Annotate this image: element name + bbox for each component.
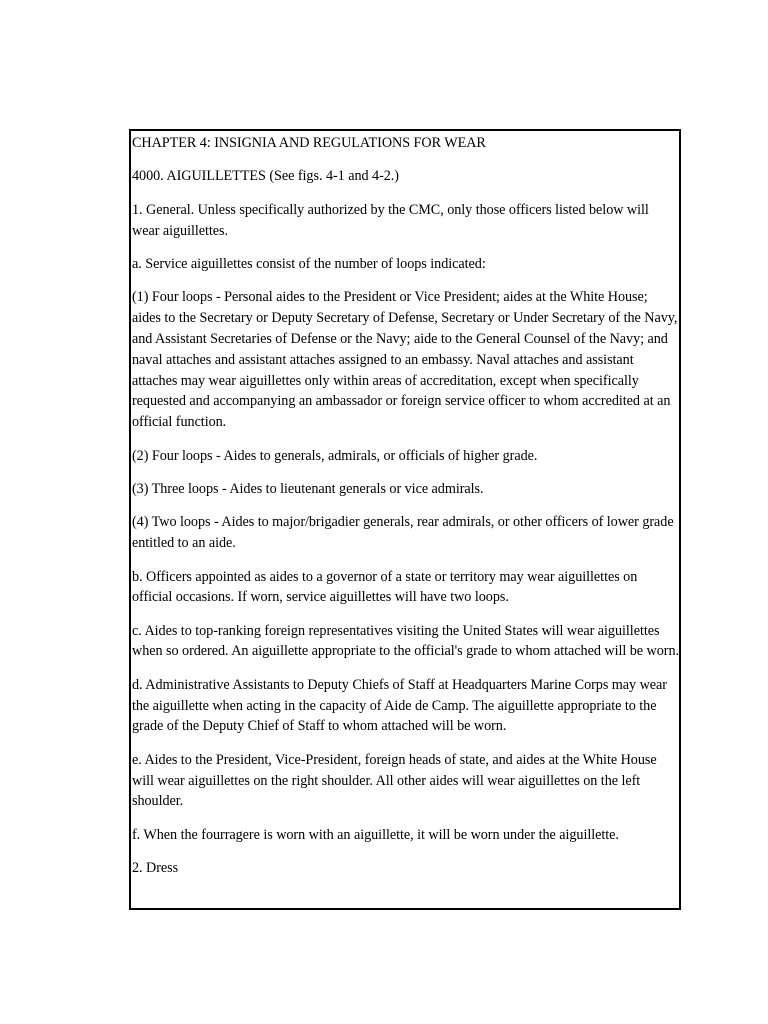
document-body: [131, 131, 679, 879]
paragraph-a-loops: a. Service aiguillettes consist of the number of loops indicated:: [132, 255, 486, 272]
document-page-frame: [129, 129, 681, 910]
paragraph-a2-four-loops: (2) Four loops - Aides to generals, admirals, or officials of higher grade.: [132, 447, 538, 464]
paragraph-d-administrative-assistants: d. Administrative Assistants to Deputy Chiefs of Staff at Headquarters Marine Corps may wear the aiguillette when acting in the capacity of Aide de Camp. The aiguillette appropriate to the grade of the Deputy Chief of Staff to whom attached will be worn.: [132, 676, 667, 735]
paragraph-a3-three-loops: (3) Three loops - Aides to lieutenant generals or vice admirals.: [132, 480, 484, 497]
paragraph-e-shoulder-placement: e. Aides to the President, Vice-President, foreign heads of state, and aides at the White House will wear aiguillettes on the right shoulder. All other aides will wear aiguillettes on the left shoulder.: [132, 751, 657, 810]
paragraph-a1-four-loops-personal: (1) Four loops - Personal aides to the President or Vice President; aides at the White House; aides to the Secretary or Deputy Secretary of Defense, Secretary or Under Secretary of the Navy, and Assistant Secretaries of Defense or the Navy; aide to the General Counsel of the Navy; and naval attaches and assistant attaches assigned to an embassy. Naval attaches and assistant attaches may wear aiguillettes only within areas of accreditation, except when specifically requested and accompanying an ambassador or foreign service officer to whom accredited at an official function.: [132, 289, 678, 431]
section-heading: 4000. AIGUILLETTES (See figs. 4-1 and 4-2.): [132, 168, 399, 185]
paragraph-c-foreign-representatives: c. Aides to top-ranking foreign representatives visiting the United States will wear aiguillettes when so ordered. An aiguillette appropriate to the official's grade to whom attached will be worn.: [132, 622, 679, 660]
paragraph-a4-two-loops: (4) Two loops - Aides to major/brigadier generals, rear admirals, or other officers of lower grade entitled to an aide.: [132, 514, 674, 552]
paragraph-f-fourragere: f. When the fourragere is worn with an aiguillette, it will be worn under the aiguillette.: [132, 826, 619, 843]
paragraph-2-dress: 2. Dress: [132, 860, 179, 877]
paragraph-b-governor-aides: b. Officers appointed as aides to a governor of a state or territory may wear aiguillettes on official occasions. If worn, service aiguillettes will have two loops.: [132, 568, 638, 606]
paragraph-general: 1. General. Unless specifically authorized by the CMC, only those officers listed below will wear aiguillettes.: [132, 201, 649, 239]
chapter-title: CHAPTER 4: INSIGNIA AND REGULATIONS FOR WEAR: [132, 135, 486, 151]
